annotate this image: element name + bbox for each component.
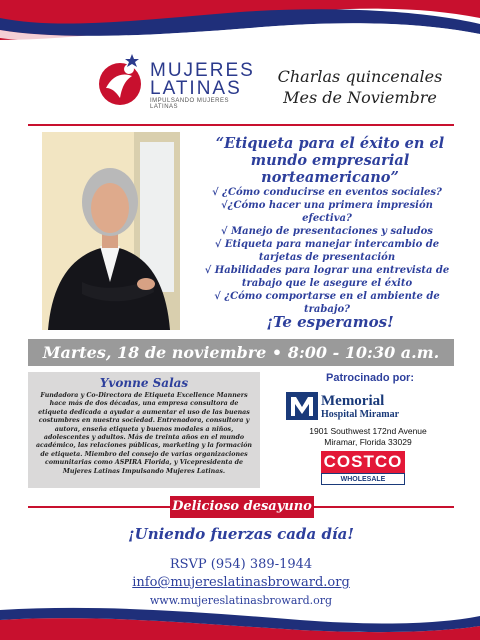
logo-name-line1: MUJERES [150,60,255,81]
logo-text [150,62,256,110]
top-divider [28,124,454,126]
topic-item: √ Etiqueta para manejar intercambio de tarjetas de presentación [214,239,440,263]
topic-list [196,186,458,316]
topic-item: √ Manejo de presentaciones y saludos [221,226,433,237]
speaker-photo [42,132,180,330]
speaker-photo-illustration [42,132,180,330]
welcome-text: ¡Te esperamos! [266,313,394,331]
sponsor-hospital-name: Memorial [321,393,385,409]
star-figure-logo-icon [96,54,148,108]
costco-subtitle: WHOLESALE [321,473,405,485]
speaker-name: Yvonne Salas [99,376,189,390]
email-link[interactable]: info@mujereslatinasbroward.org [132,575,350,590]
topic-item: √ Habilidades para lograr una entrevista de trabajo que le asegure el éxito [204,265,450,289]
topic-item: √¿Cómo hacer una primera impresión efectiva? [221,200,433,224]
topic-item: √ ¿Cómo comportarse en el ambiente de trabajo? [214,291,440,315]
breakfast-banner: Delicioso desayuno [170,496,314,518]
website-link[interactable]: www.mujereslatinasbroward.org [149,594,333,607]
header-line2: Mes de Noviembre [283,88,437,107]
address-line2: Miramar, Florida 33029 [324,437,412,447]
topic-item: √ ¿Cómo conducirse en eventos sociales? [212,187,442,198]
costco-name: COSTCO [321,451,405,473]
sponsor-label: Patrocinado por: [325,372,414,384]
sponsor-address [284,426,452,448]
event-date-bar: Martes, 18 de noviembre • 8:00 - 10:30 a.m. [28,339,454,366]
address-line1: 1901 Southwest 172nd Avenue [309,426,427,436]
header-title [270,66,450,108]
bottom-wave-decoration [0,590,480,640]
rsvp-phone: RSVP (954) 389-1944 [169,557,313,572]
logo-name-line2: LATINAS [150,78,242,99]
topic-title: “Etiqueta para el éxito en el mundo empresarial norteamericano” [215,135,445,186]
organization-logo [96,50,256,112]
costco-logo [321,451,405,487]
sponsor-hospital-subtitle: Hospital Miramar [321,409,400,420]
logo-tagline: IMPULSANDO MUJERES LATINAS [150,98,230,110]
speaker-bio: Fundadora y Co-Directora de Etiqueta Excellence Manners hace más de dos décadas, una empresa consultora de etiqueta dedicada a ayudar a aumentar el uso de las buenas costumbres en nuestra sociedad. Entrenadora, consultora y autora, enseña etiqueta y buenos modales a niños, adolescentes y adultos. Más de treinta años en el mundo académico, las relaciones públicas, marketing y la formación de etiqueta. Miembro del consejo de varias organizaciones comunitarias como ASPIRA Florida, y Vicepresidenta de Mujeres Latinas Impulsando Mujeres Latinas. [35,392,253,475]
slogan: ¡Uniendo fuerzas cada día! [128,525,354,543]
header-line1: Charlas quincenales [277,67,443,86]
